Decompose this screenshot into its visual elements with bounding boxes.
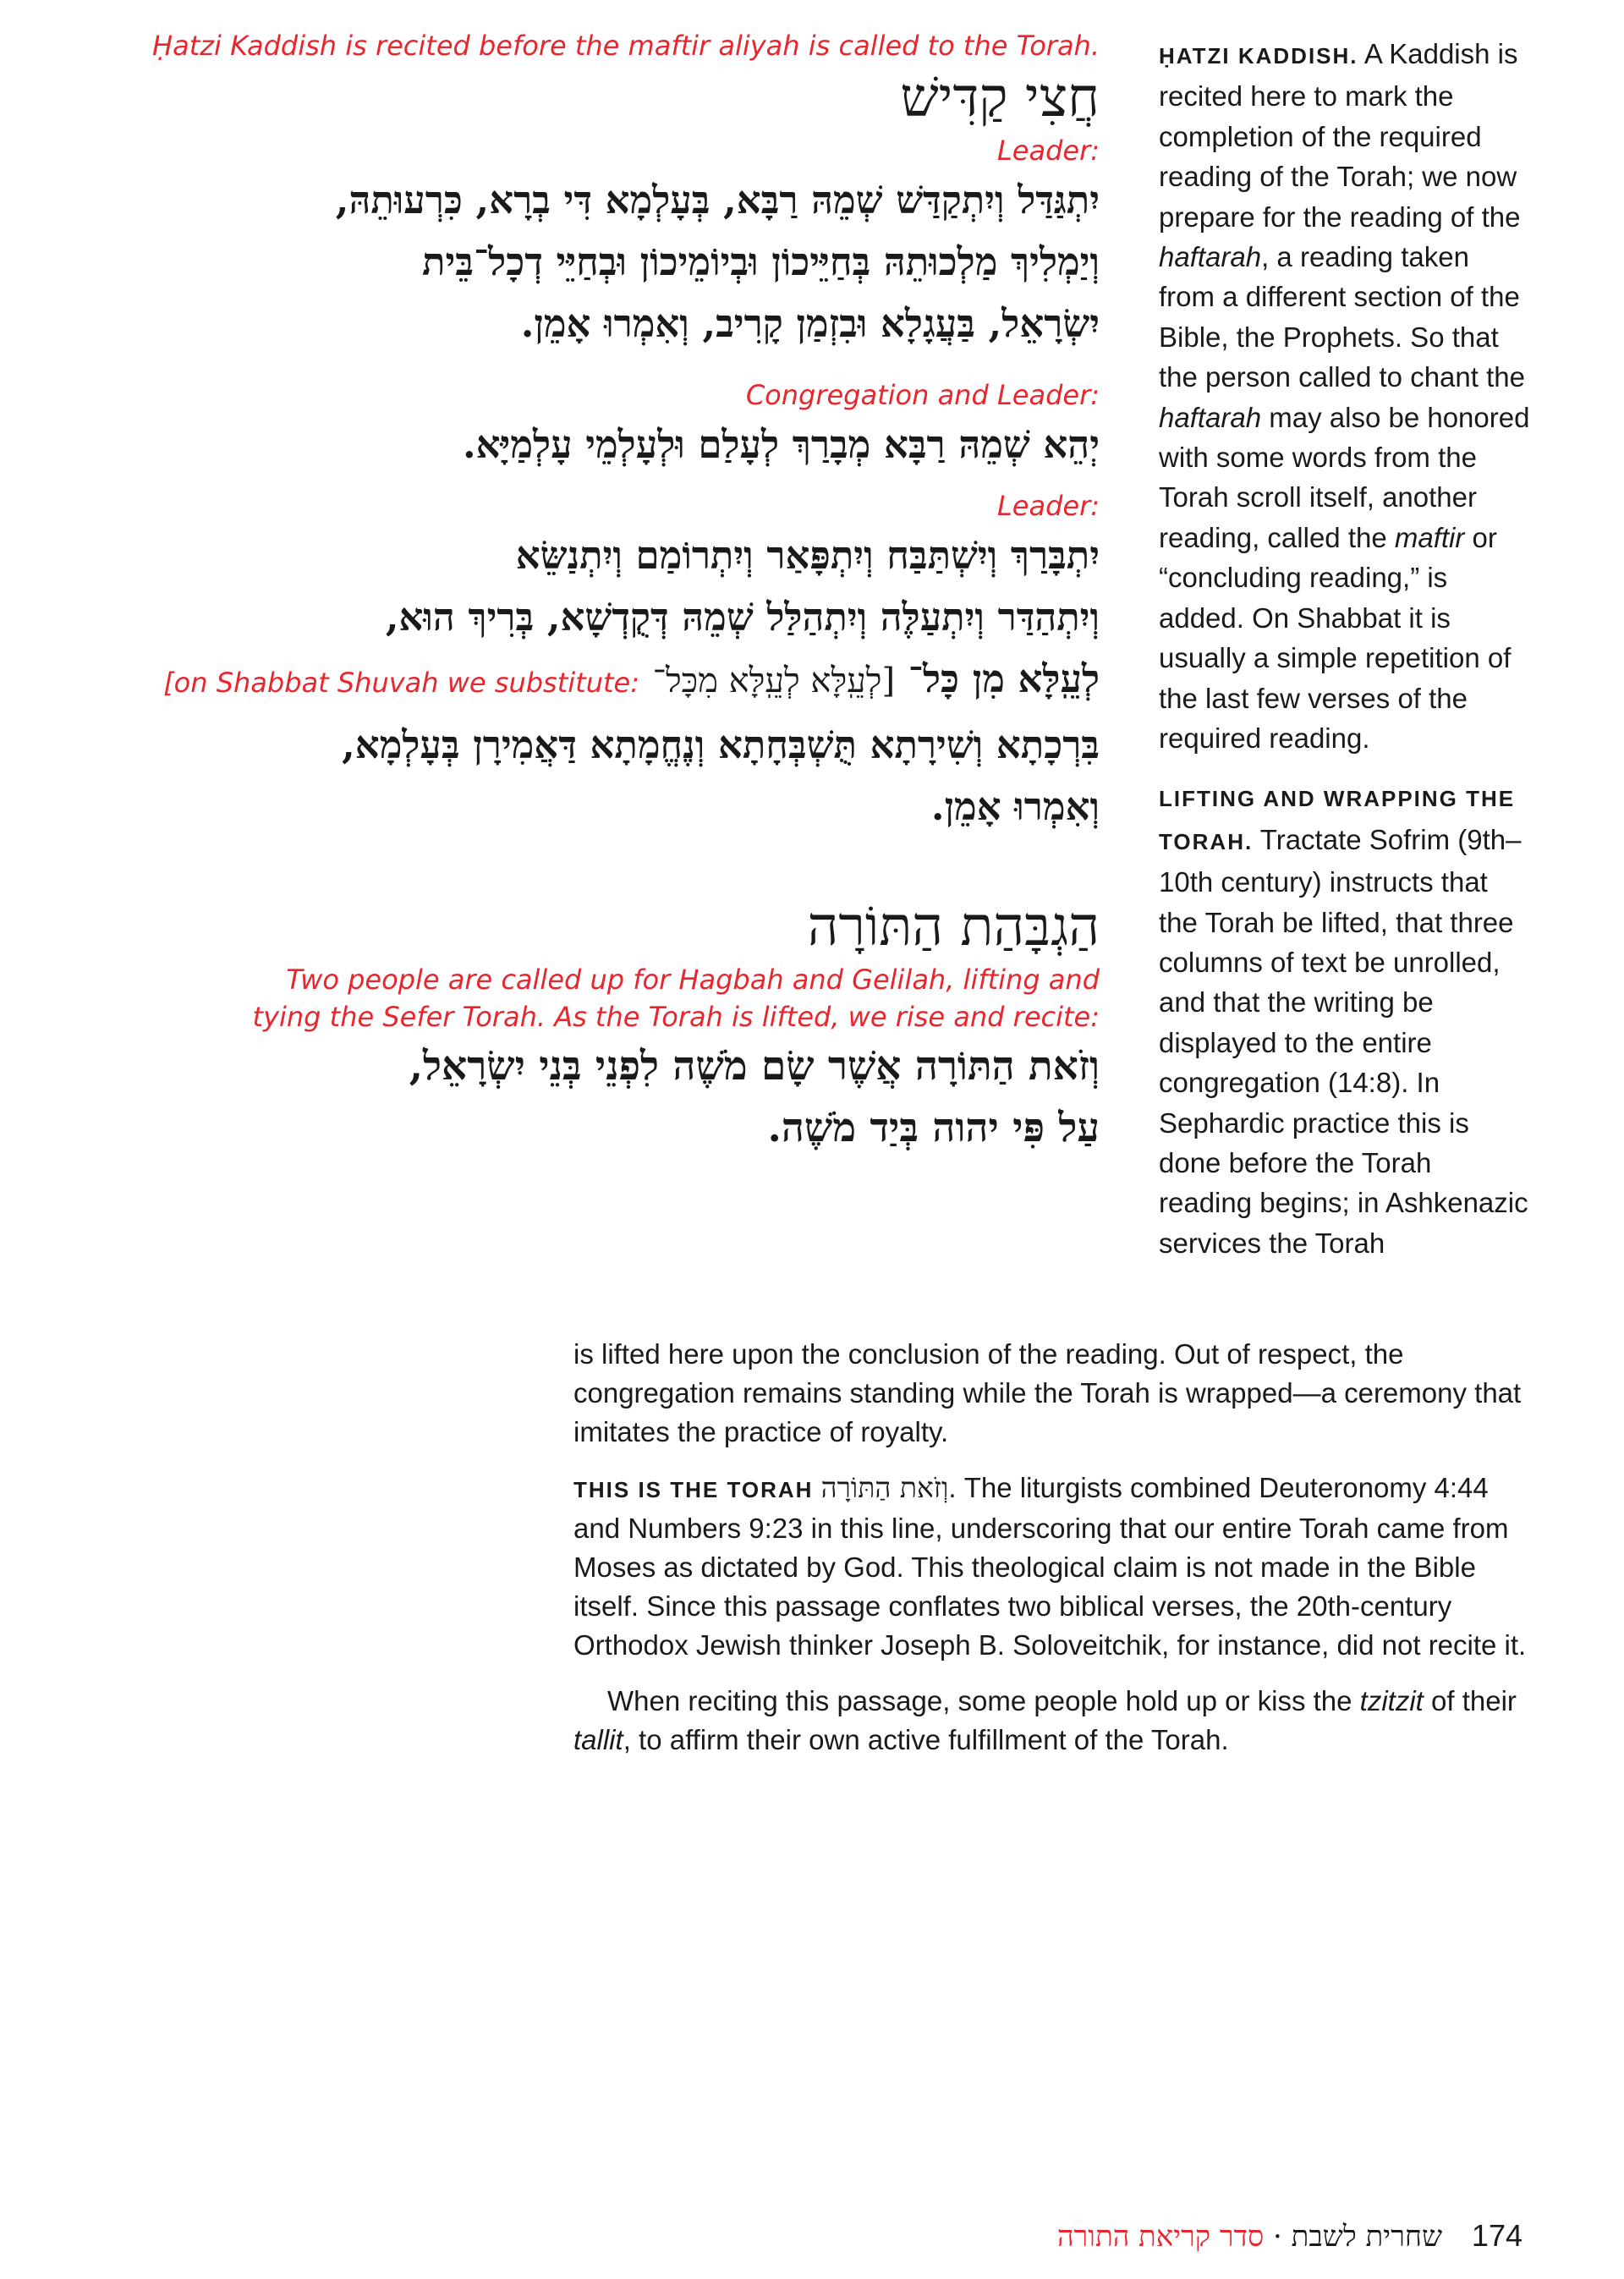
substitute-hebrew: [לְעֵֽלָּא לְעֵֽלָּא מִכָּל־ [652,662,896,700]
footer-separator: · [1273,2220,1282,2254]
note-term: maftir [1394,521,1465,553]
hebrew-line: יִשְׂרָאֵל, בַּעֲגָלָא וּבִזְמַן קָרִיב, וְאִמְרוּ אָמֵן. [520,301,1100,346]
note-hebrew: וְזֹאת הַתּוֹרָה [820,1471,949,1504]
hebrew-line: יִתְבָּרַךְ וְיִשְׁתַּבַּח וְיִתְפָּאַר וְיִתְרוֹמַם וְיִתְנַשֵּׂא [515,533,1100,578]
shabbat-shuvah-label: [on Shabbat Shuvah we substitute: [163,667,639,699]
note-this-is-the-torah [573,1469,1538,1665]
leader-label: Leader: [996,135,1100,167]
kaddish-leader-text-1 [93,169,1100,354]
hebrew-line: וְיַמְלִיךְ מַלְכוּתֵהּ בְּחַיֵּיכוֹן וּבְיוֹמֵיכוֹן וּבְחַיֵּי דְכָל־בֵּית [422,239,1100,284]
hebrew-line: וְיִתְהַדַּר וְיִתְעַלֶּה וְיִתְהַלַּל שְׁמֵהּ דְּקֻדְשָׁא, בְּרִיךְ הוּא, [385,595,1100,640]
note-text: . The liturgists combined Deuteronomy 4:44 and Numbers 9:23 in this line, underscoring that our entire Torah came from Moses as dictated by God. This theological claim is not made in the Bible itself. Since this passage conflates two biblical verses, the 20th-century Orthodox Jewish thinker Joseph B. Soloveitchik, for instance, did not recite it. [573,1472,1527,1661]
commentary-column [1159,34,1531,1282]
page-number: 174 [1471,2218,1522,2253]
congregation-response [93,414,1100,475]
vezot-hatorah-verse [93,1035,1100,1159]
shabbat-shuvah-line [93,648,1100,714]
hebrew-line: יְהֵא שְׁמֵהּ רַבָּא מְבָרַךְ לְעָלַם וּלְעָלְמֵי עָלְמַיָּא. [462,422,1100,467]
hagbah-instruction [93,961,1100,1035]
note-heading: THIS IS THE TORAH [573,1477,814,1502]
hebrew-line: יִתְגַּדַּל וְיִתְקַדַּשׁ שְׁמֵהּ רַבָּא, בְּעָלְמָא דִּי בְרָא, כִּרְעוּתֵהּ, [335,178,1100,222]
leader-label: Leader: [996,490,1100,522]
liturgy-column [93,27,1100,1159]
hebrew-line: וְזֹאת הַתּוֹרָה אֲשֶׁר שָׂם מֹשֶׁה לִפְנֵי בְּנֵי יִשְׂרָאֵל, [409,1043,1100,1090]
note-term: tzitzit [1359,1685,1424,1716]
note-hatzi-kaddish [1159,34,1531,758]
note-text: or “concluding reading,” is added. On Shabbat it is usually a simple repetition of the last few verses of the required reading. [1159,521,1512,754]
commentary-continuation [573,1335,1538,1777]
instruction-line: tying the Sefer Torah. As the Torah is lifted, we rise and recite: [252,1001,1100,1033]
note-term: haftarah [1159,401,1262,433]
hagbah-title: הַגְבָּהַת הַתּוֹרָה [807,896,1100,958]
note-term: tallit [573,1724,623,1755]
kaddish-title: חֲצִי קַדִּישׁ [900,67,1100,129]
footer-section-title: סדר קריאת התורה [1057,2220,1265,2254]
note-text: of their [1423,1685,1517,1716]
note-text: When reciting this passage, some people hold up or kiss the [607,1685,1360,1716]
note-text: may also be honored with some words from the Torah scroll itself, another reading, called the [1159,401,1530,553]
note-text: A Kaddish is recited here to mark the completion of the required reading of the Torah; we now prepare for the reading of the [1159,38,1521,233]
footer-service-title: שחרית לשבת [1291,2220,1443,2254]
page-footer [846,2218,1522,2254]
hebrew-line: בִּרְכָתָא וְשִׁירָתָא תֻּשְׁבְּחָתָא וְנֶחֱמָתָא דַּאֲמִירָן בְּעָלְמָא, [342,722,1100,767]
hebrew-fragment: לְעֵֽלָּא מִן כָּל־ [908,656,1100,701]
hebrew-line: וְאִמְרוּ אָמֵן. [930,784,1100,829]
kaddish-instruction: Ḥatzi Kaddish is recited before the maftir aliyah is called to the Torah. [152,30,1100,62]
congregation-label: Congregation and Leader: [745,379,1100,411]
note-heading: LIFTING AND WRAPPING THE TORAH. [1159,786,1516,854]
note-heading: ḤATZI KADDISH. [1159,43,1358,69]
note-text: , to affirm their own active fulfillment of the Torah. [623,1724,1229,1755]
kaddish-leader-text-2 [93,524,1100,837]
note-text: Tractate Sofrim (9th–10th century) instructs that the Torah be lifted, that three columns of text be unrolled, and that the writing be displayed to the entire congregation (14:8). In Sephardic practice this is done before the Torah reading begins; in Ashkenazic services the Torah [1159,823,1528,1259]
note-lifting-wrapping [1159,777,1531,1263]
note-text: , a reading taken from a different section of the Bible, the Prophets. So that the person called to chant the [1159,241,1525,393]
instruction-line: Two people are called up for Hagbah and Gelilah, lifting and [286,964,1100,996]
hebrew-line: עַל פִּי יהוה בְּיַד מֹשֶׁה. [767,1105,1100,1151]
note-lifting-continuation: is lifted here upon the conclusion of the reading. Out of respect, the congregation remains standing while the Torah is wrapped—a ceremony that imitates the practice of royalty. [573,1338,1522,1447]
note-term: haftarah [1159,241,1262,273]
note-tzitzit [573,1682,1538,1760]
